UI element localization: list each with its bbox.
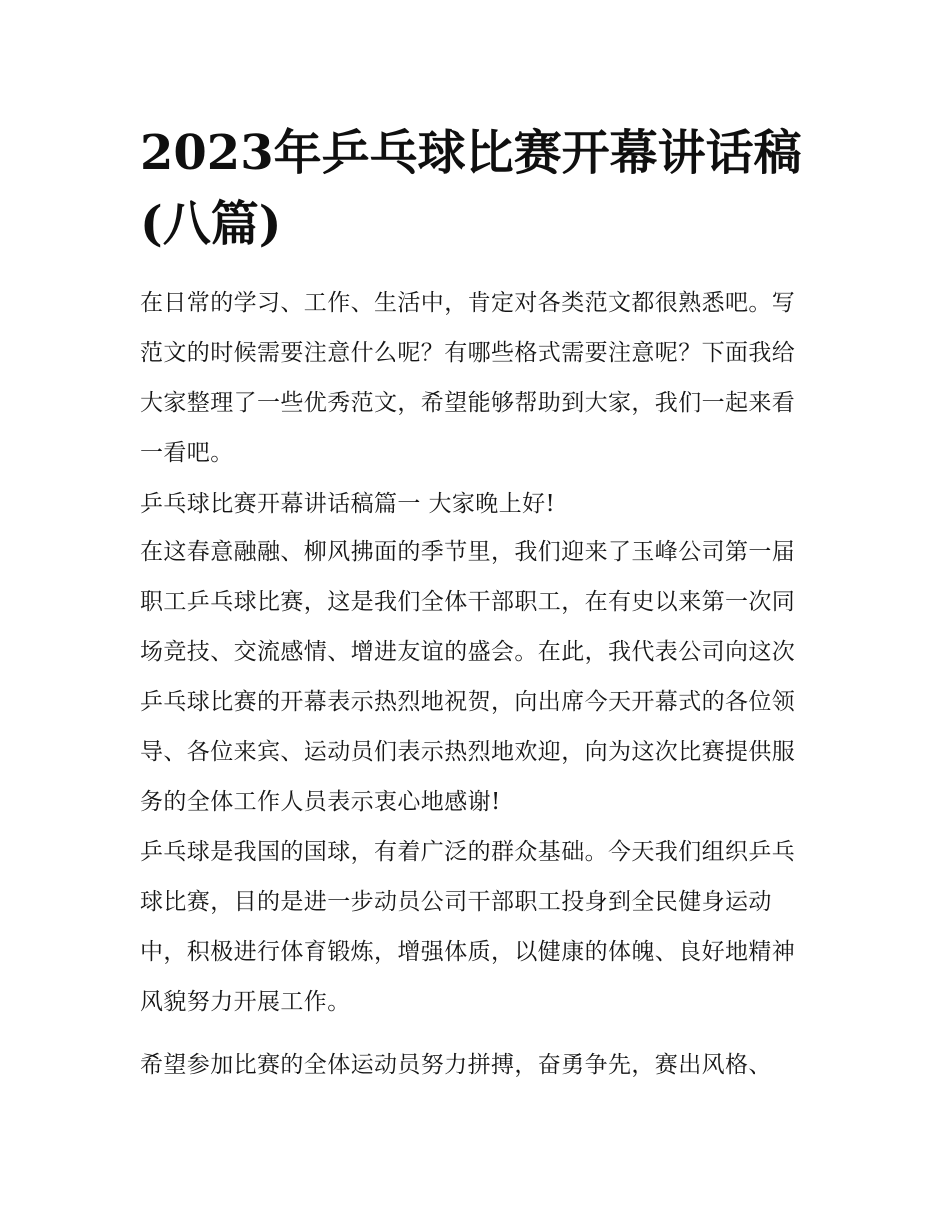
hope-paragraph: 希望参加比赛的全体运动员努力拼搏，奋勇争先，赛出风格、: [140, 1052, 772, 1078]
intro-paragraph: 在日常的学习、工作、生活中，肯定对各类范文都很熟悉吧。写范文的时候需要注意什么呢？有哪些格式需要注意呢？下面我给大家整理了一些优秀范文，希望能够帮助到大家，我们一起来看一看吧。: [140, 290, 796, 466]
document-title: 2023年乒乓球比赛开幕讲话稿(八篇): [140, 125, 802, 252]
purpose-paragraph: 乒乓球是我国的国球，有着广泛的群众基础。今天我们组织乒乓球比赛，目的是进一步动员公司干部职工投身到全民健身运动中，积极进行体育锻炼，增强体质，以健康的体魄、良好地精神风貌努力开展工作。: [140, 839, 796, 1015]
document-page: [140, 0, 815, 1229]
opening-remarks-paragraph: 在这春意融融、柳风拂面的季节里，我们迎来了玉峰公司第一届职工乒乓球比赛，这是我们全体干部职工，在有史以来第一次同场竞技、交流感情、增进友谊的盛会。在此，我代表公司向这次乒乓球比赛的开幕表示热烈地祝贺，向出席今天开幕式的各位领导、各位来宾、运动员们表示热烈地欢迎，向为这次比赛提供服务的全体工作人员表示衷心地感谢!: [140, 539, 796, 815]
section-heading-paragraph: 乒乓球比赛开幕讲话稿篇一 大家晚上好!: [140, 491, 556, 517]
